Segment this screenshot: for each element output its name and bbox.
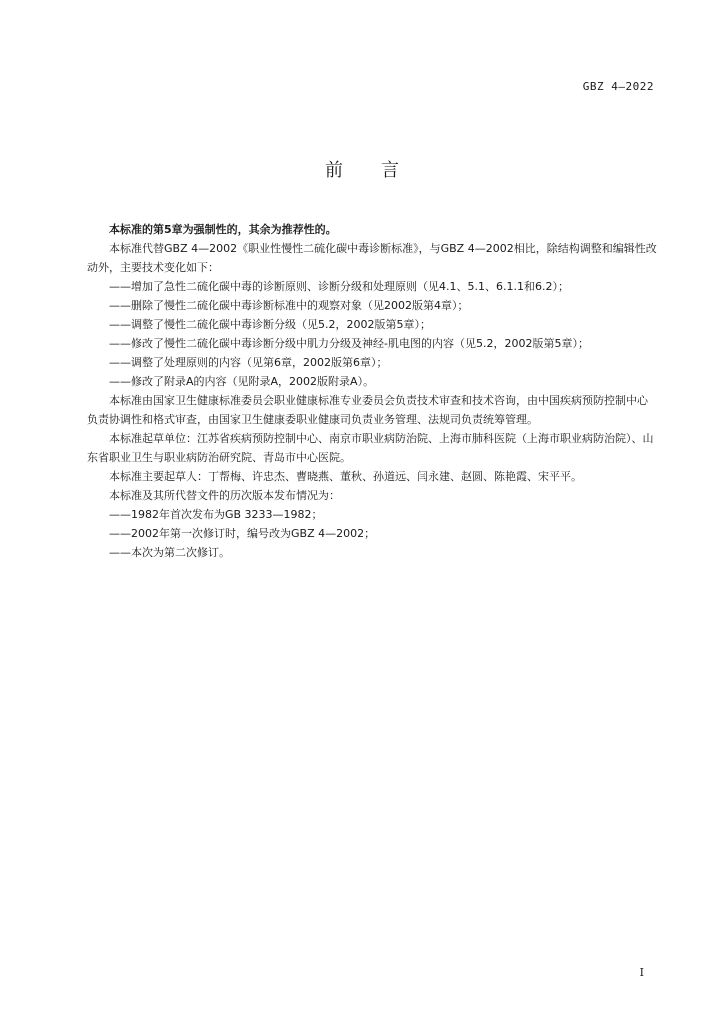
change-item: ——修改了慢性二硫化碳中毒诊断分级中肌力分级及神经-肌电图的内容（见5.2，2002版第5章）； [109, 337, 589, 350]
foreword-body [87, 220, 657, 562]
drafters-paragraph: 本标准主要起草人：丁帮梅、许忠杰、曹晓燕、董秋、孙道远、闫永建、赵圆、陈艳霞、宋平平。 [109, 470, 582, 483]
page-title [0, 156, 724, 182]
standard-code: GBZ 4—2022 [582, 80, 654, 93]
change-item: ——增加了急性二硫化碳中毒的诊断原则、诊断分级和处理原则（见4.1、5.1、6.1.1和6.2）； [109, 280, 569, 293]
drafting-units-paragraph: 本标准起草单位：江苏省疾病预防控制中心、南京市职业病防治院、上海市肺科医院（上海市职业病防治院）、山东省职业卫生与职业病防治研究院、青岛市中心医院。 [87, 432, 654, 464]
mandatory-note: 本标准的第5章为强制性的，其余为推荐性的。 [109, 223, 337, 236]
change-item: ——删除了慢性二硫化碳中毒诊断标准中的观察对象（见2002版第4章）； [109, 299, 469, 312]
proposer-paragraph: 本标准由国家卫生健康标准委员会职业健康标准专业委员会负责技术审查和技术咨询，由中国疾病预防控制中心负责协调性和格式审查，由国家卫生健康委职业健康司负责业务管理、法规司负责统筹管理。 [87, 394, 648, 426]
change-item: ——调整了处理原则的内容（见第6章，2002版第6章）； [109, 356, 388, 369]
change-item: ——调整了慢性二硫化碳中毒诊断分级（见5.2，2002版第5章）； [109, 318, 431, 331]
title-char-2: 言 [381, 160, 399, 181]
replacement-paragraph: 本标准代替GBZ 4—2002《职业性慢性二硫化碳中毒诊断标准》，与GBZ 4—2002相比，除结构调整和编辑性改动外，主要技术变化如下： [87, 242, 657, 274]
change-item: ——修改了附录A的内容（见附录A，2002版附录A）。 [109, 375, 375, 388]
history-intro: 本标准及其所代替文件的历次版本发布情况为： [109, 489, 340, 502]
history-item: ——本次为第二次修订。 [109, 546, 230, 559]
history-item: ——1982年首次发布为GB 3233—1982； [109, 508, 323, 521]
page-number: I [639, 966, 644, 979]
title-char-1: 前 [325, 160, 343, 181]
history-item: ——2002年第一次修订时，编号改为GBZ 4—2002； [109, 527, 376, 540]
